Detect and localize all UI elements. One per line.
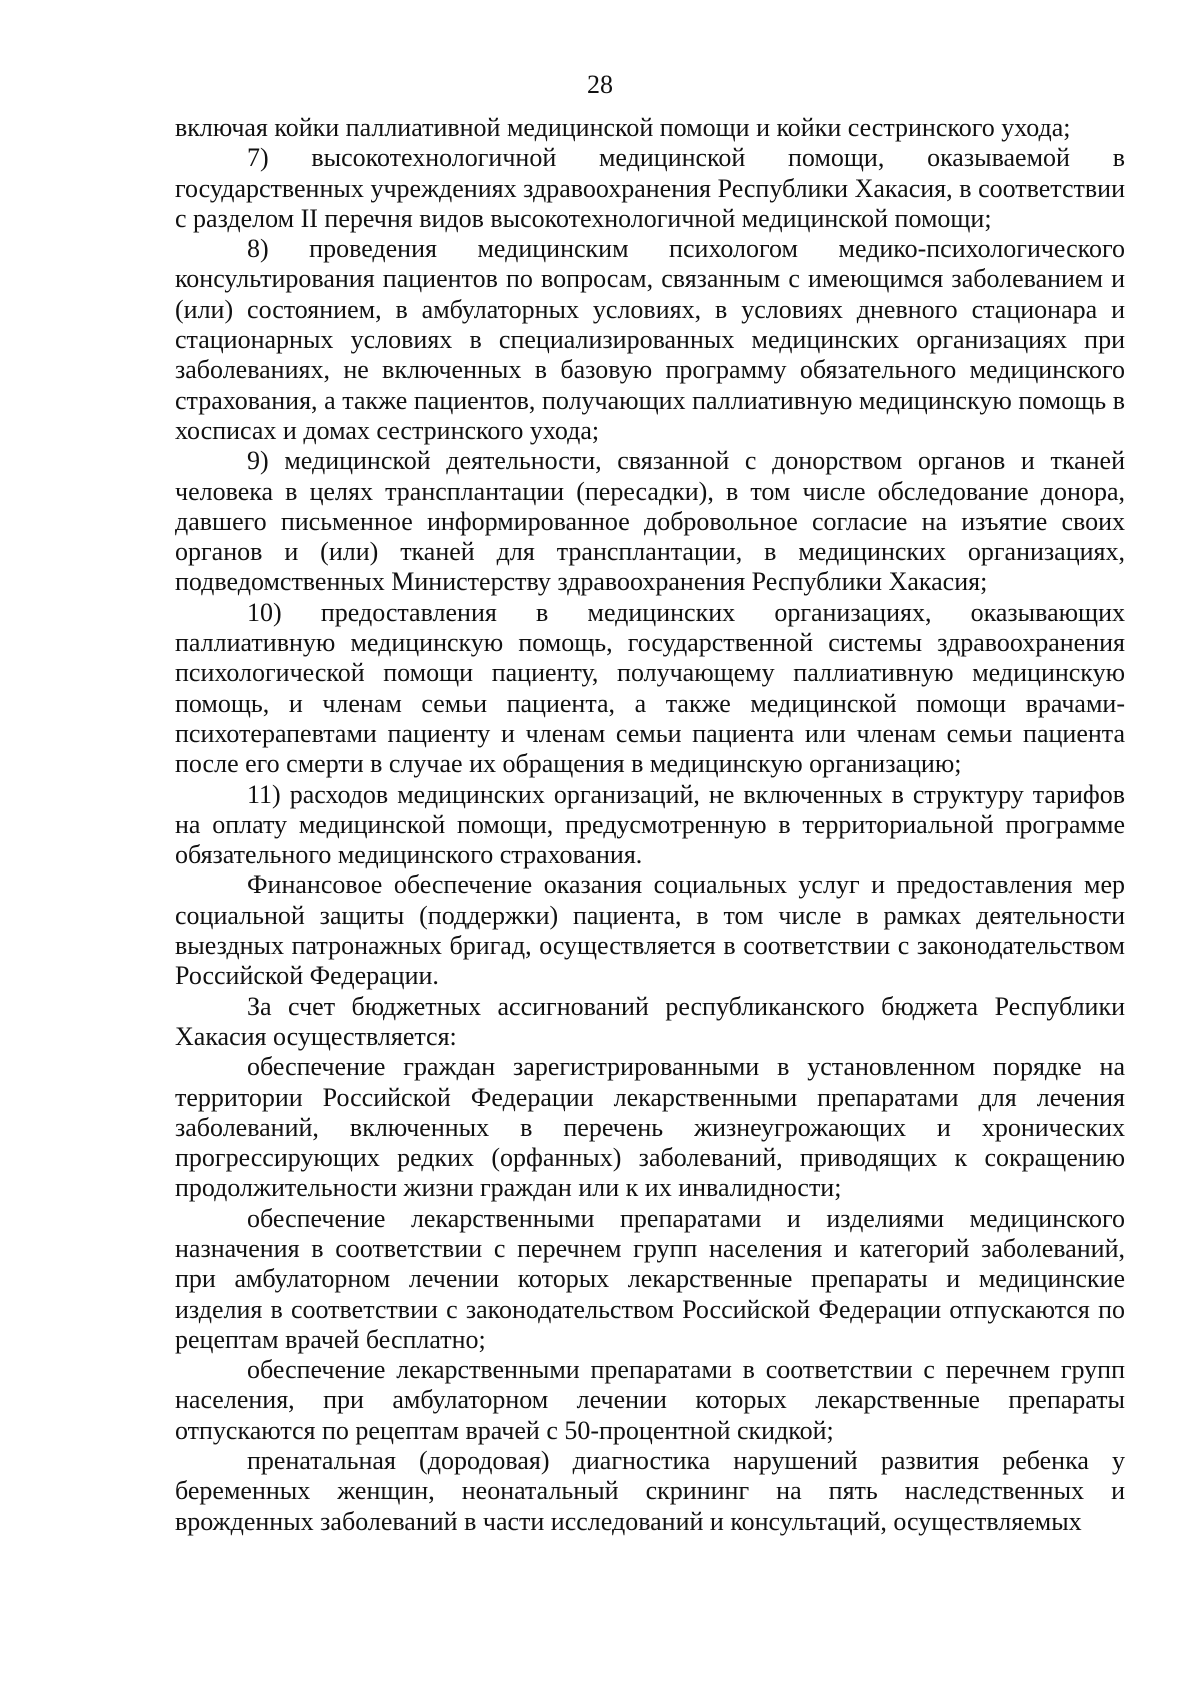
paragraph-prenatal-diagnostics: пренатальная (дородовая) диагностика нарушений развития ребенка у беременных женщин, неонатальный скрининг на пять наследственных и врожденных заболеваний в части исследований и консультаций, осуществляемых [175, 1446, 1125, 1536]
paragraph-discount-prescriptions: обеспечение лекарственными препаратами в соответствии с перечнем групп населения, при амбулаторном лечении которых лекарственные препараты отпускаются по рецептам врачей с 50-процентной скидкой; [175, 1355, 1125, 1445]
paragraph-item-8: 8) проведения медицинским психологом медико-психологического консультирования пациентов по вопросам, связанным с имеющимся заболеванием и (или) состоянием, в амбулаторных условиях, в условиях дневного стационара и стационарных условиях в специализированных медицинских организациях при заболеваниях, не включенных в базовую программу обязательного медицинского страхования, а также пациентов, получающих паллиативную медицинскую помощь в хосписах и домах сестринского ухода; [175, 234, 1125, 445]
paragraph-financing-social: Финансовое обеспечение оказания социальных услуг и предоставления мер социальной защиты (поддержки) пациента, в том числе в рамках деятельности выездных патронажных бригад, осуществляется в соответствии с законодательством Российской Федерации. [175, 870, 1125, 991]
paragraph-item-7: 7) высокотехнологичной медицинской помощи, оказываемой в государственных учреждениях здравоохранения Республики Хакасия, в соответствии с разделом II перечня видов высокотехнологичной медицинской помощи; [175, 143, 1125, 233]
document-body [175, 113, 1125, 1537]
paragraph-item-10: 10) предоставления в медицинских организациях, оказывающих паллиативную медицинскую помощь, государственной системы здравоохранения психологической помощи пациенту, получающему паллиативную медицинскую помощь, и членам семьи пациента, а также медицинской помощи врачами-психотерапевтами пациенту и членам семьи пациента или членам семьи пациента после его смерти в случае их обращения в медицинскую организацию; [175, 597, 1125, 779]
page-number: 28 [587, 70, 613, 99]
paragraph-item-11: 11) расходов медицинских организаций, не включенных в структуру тарифов на оплату медицинской помощи, предусмотренную в территориальной программе обязательного медицинского страхования. [175, 779, 1125, 870]
paragraph-continuation: включая койки паллиативной медицинской помощи и койки сестринского ухода; [175, 113, 1071, 142]
paragraph-budget-intro: За счет бюджетных ассигнований республиканского бюджета Республики Хакасия осуществляется: [175, 991, 1125, 1051]
paragraph-free-prescriptions: обеспечение лекарственными препаратами и изделиями медицинского назначения в соответствии с перечнем групп населения и категорий заболеваний, при амбулаторном лечении которых лекарственные препараты и медицинские изделия в соответствии с законодательством Российской Федерации отпускаются по рецептам врачей бесплатно; [175, 1203, 1125, 1354]
paragraph-orphan-drugs: обеспечение граждан зарегистрированными в установленном порядке на территории Российской Федерации лекарственными препаратами для лечения заболеваний, включенных в перечень жизнеугрожающих и хронических прогрессирующих редких (орфанных) заболеваний, приводящих к сокращению продолжительности жизни граждан или к их инвалидности; [175, 1052, 1125, 1203]
paragraph-item-9: 9) медицинской деятельности, связанной с донорством органов и тканей человека в целях трансплантации (пересадки), в том числе обследование донора, давшего письменное информированное добровольное согласие на изъятие своих органов и (или) тканей для трансплантации, в медицинских организациях, подведомственных Министерству здравоохранения Республики Хакасия; [175, 446, 1125, 597]
